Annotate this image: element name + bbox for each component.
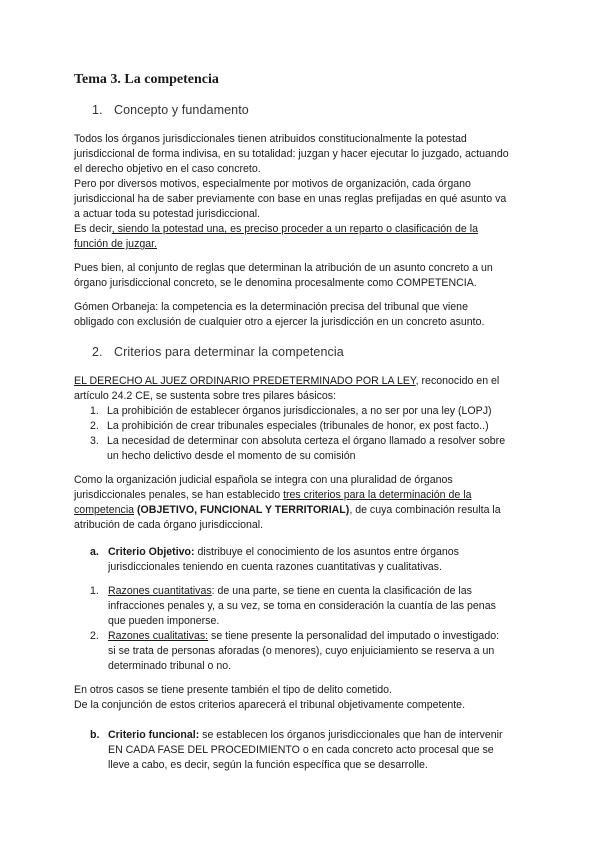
text-line: obligado con exclusión de cualquier otro a ejercer la jurisdicción en un concreto asunto. bbox=[74, 316, 485, 328]
text-line: lleve a cabo, es decir, según la función específica que se desarrolle. bbox=[108, 759, 428, 771]
text-line: que pueden imponerse. bbox=[108, 615, 220, 627]
paragraph-definition bbox=[74, 261, 530, 291]
text-line: infracciones penales y, a su vez, se toma en consideración la cuantía de las penas bbox=[108, 600, 496, 612]
text-line: En otros casos se tiene presente también el tipo de delito cometido. bbox=[74, 684, 392, 696]
text-line bbox=[108, 728, 530, 743]
list-number: 3. bbox=[90, 435, 99, 447]
list-item bbox=[74, 404, 530, 419]
text-span: distribuye el conocimiento de los asuntos entre órganos bbox=[194, 546, 459, 558]
list-number: 1. bbox=[90, 585, 99, 597]
text-line: La prohibición de establecer órganos jurisdiccionales, a no ser por una ley (LOPJ) bbox=[107, 405, 492, 417]
text-line: artículo 24.2 CE, se sustenta sobre tres pilares básicos: bbox=[74, 390, 337, 402]
underlined-text: Razones cualitativas: bbox=[108, 630, 209, 642]
criterio-objetivo bbox=[74, 545, 530, 575]
paragraph-organizacion bbox=[74, 473, 530, 533]
text-line: Todos los órganos jurisdiccionales tienen atribuidos constitucionalmente la potestad bbox=[74, 133, 467, 145]
text-line bbox=[108, 545, 530, 560]
bold-text: Criterio funcional: bbox=[108, 729, 200, 741]
underlined-text: , siendo la potestad una, es preciso proceder a un reparto o clasificación de la bbox=[111, 223, 478, 235]
pilares-list bbox=[74, 404, 530, 464]
text-line: Pero por diversos motivos, especialmente por motivos de organización, cada órgano bbox=[74, 178, 471, 190]
text-span: , de cuya combinación resulta la bbox=[349, 504, 501, 516]
text-line: el derecho objetivo en el caso concreto. bbox=[74, 163, 261, 175]
text-span: , reconocido en el bbox=[415, 375, 500, 387]
text-line: jurisdiccional de forma indivisa, en su totalidad: juzgan y hacer ejecutar lo juzgado, actuando bbox=[74, 148, 509, 160]
underlined-text: competencia bbox=[74, 504, 135, 516]
text-line: De la conjunción de estos criterios aparecerá el tribunal objetivamente competente. bbox=[74, 699, 466, 711]
paragraph-juez-ordinario bbox=[74, 374, 530, 404]
text-line bbox=[74, 222, 530, 237]
paragraph-tipo-delito bbox=[74, 683, 530, 713]
text-line: Pues bien, al conjunto de reglas que determinan la atribución de un asunto concreto a un bbox=[74, 262, 493, 274]
text-span: se establecen los órganos jurisdiccionales que han de intervenir bbox=[199, 729, 503, 741]
text-span: Es decir bbox=[74, 223, 112, 235]
criterio-funcional bbox=[74, 728, 530, 773]
text-line: La prohibición de crear tribunales especiales (tribunales de honor, ex post facto..) bbox=[107, 420, 489, 432]
text-line: un hecho delictivo desde el momento de su comisión bbox=[107, 450, 356, 462]
paragraph-gomez-orbaneja bbox=[74, 300, 530, 330]
text-line: Gómen Orbaneja: la competencia es la determinación precisa del tribunal que viene bbox=[74, 301, 468, 313]
razones-cualitativas bbox=[74, 629, 530, 674]
paragraph-intro bbox=[74, 132, 530, 252]
page-title: Tema 3. La competencia bbox=[74, 72, 219, 87]
list-letter: b. bbox=[90, 729, 100, 741]
section-label: Concepto y fundamento bbox=[114, 103, 249, 117]
text-span: jurisdiccionales penales, se han establecido bbox=[74, 489, 284, 501]
text-line: determinado tribunal o no. bbox=[108, 660, 232, 672]
list-item bbox=[74, 419, 530, 434]
text-line bbox=[108, 584, 530, 599]
text-span: se tiene presente la personalidad del imputado o investigado: bbox=[208, 630, 500, 642]
text-line: atribución de cada órgano jurisdiccional. bbox=[74, 519, 264, 531]
text-line bbox=[74, 488, 530, 503]
list-number: 2. bbox=[90, 630, 99, 642]
text-line: jurisdiccional ha de saber previamente con base en unas reglas prefijadas en qué asunto va bbox=[74, 193, 507, 205]
underlined-text: EL DERECHO AL JUEZ ORDINARIO PREDETERMINADO POR LA LEY bbox=[74, 375, 416, 387]
list-number: 2. bbox=[90, 420, 99, 432]
list-number: 1. bbox=[90, 405, 99, 417]
text-line bbox=[74, 374, 530, 389]
razones-cuantitativas bbox=[74, 584, 530, 629]
list-letter: a. bbox=[90, 546, 99, 558]
bold-text: (OBJETIVO, FUNCIONAL Y TERRITORIAL) bbox=[134, 504, 350, 516]
text-line: EN CADA FASE DEL PROCEDIMIENTO o en cada concreto acto procesal que se bbox=[108, 744, 494, 756]
section-number: 2. bbox=[92, 345, 103, 359]
section-heading-1 bbox=[92, 102, 530, 118]
bold-text: Criterio Objetivo: bbox=[108, 546, 195, 558]
list-item bbox=[74, 434, 530, 464]
text-line bbox=[74, 503, 530, 518]
text-line bbox=[108, 629, 530, 644]
text-span: : de una parte, se tiene en cuenta la clasificación de las bbox=[211, 585, 472, 597]
section-heading-2 bbox=[92, 344, 530, 360]
underlined-text: tres criterios para la determinación de la bbox=[283, 489, 472, 501]
section-number: 1. bbox=[92, 103, 103, 117]
text-line: La necesidad de determinar con absoluta certeza el órgano llamado a resolver sobre bbox=[107, 435, 506, 447]
text-line: Como la organización judicial española se integra con una pluralidad de órganos bbox=[74, 474, 453, 486]
underlined-text: función de juzgar. bbox=[74, 238, 158, 250]
section-label: Criterios para determinar la competencia bbox=[114, 345, 344, 359]
underlined-text: Razones cuantitativas bbox=[108, 585, 212, 597]
text-line: a actuar toda su potestad jurisdiccional. bbox=[74, 208, 261, 220]
text-line: jurisdiccionales teniendo en cuenta razones cuantitativas y cualitativas. bbox=[108, 561, 442, 573]
text-line: si se trata de personas aforadas (o menores), cuyo enjuiciamiento se reserva a un bbox=[108, 645, 495, 657]
text-line: órgano jurisdiccional concreto, se le denomina procesalmente como COMPETENCIA. bbox=[74, 277, 477, 289]
